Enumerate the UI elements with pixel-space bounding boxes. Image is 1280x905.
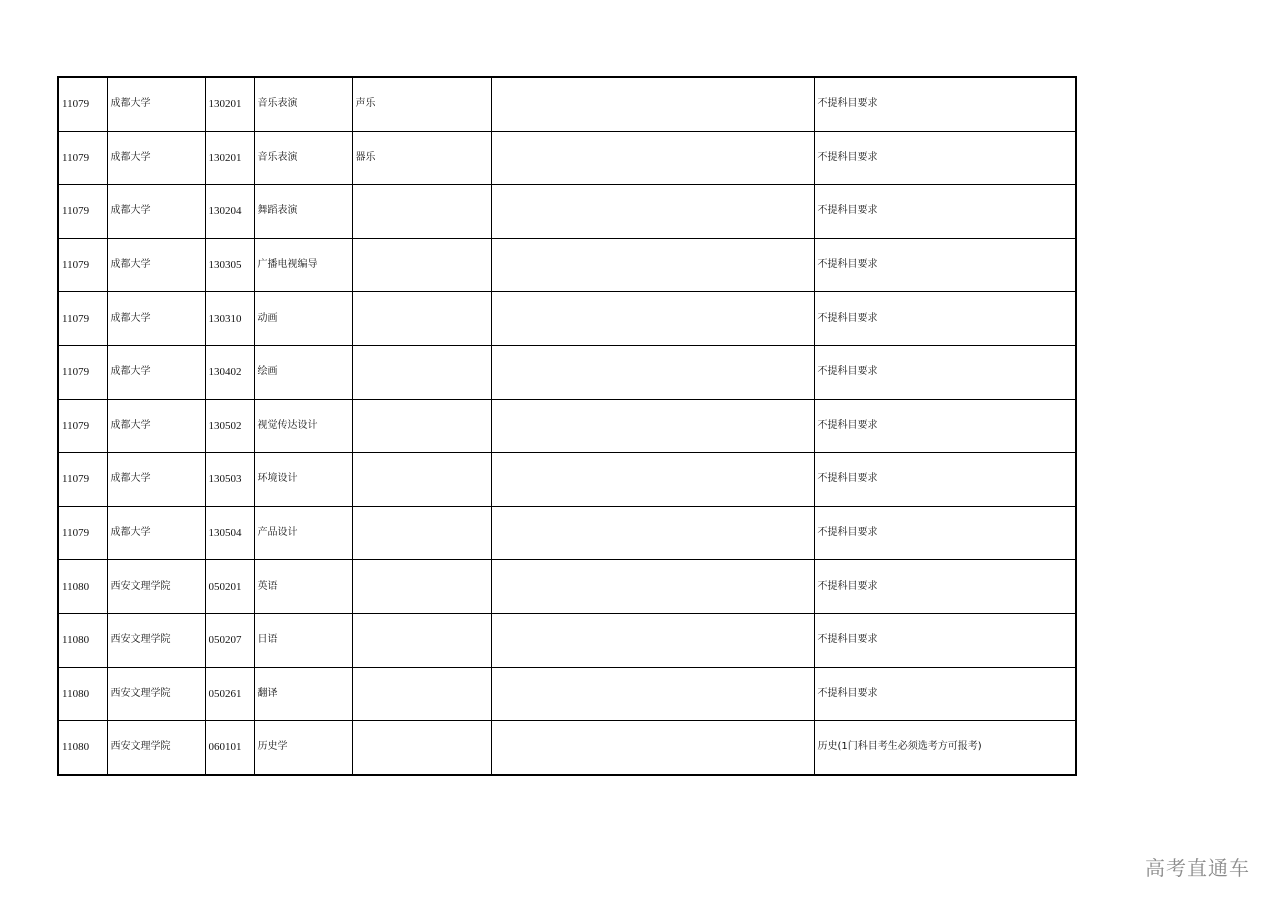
institution-code-cell: 11079	[58, 131, 107, 185]
subject-requirement-cell: 不提科目要求	[814, 560, 1076, 614]
institution-name-cell: 西安文理学院	[107, 560, 205, 614]
institution-name-cell: 成都大学	[107, 399, 205, 453]
major-direction-cell	[352, 345, 491, 399]
major-name-cell: 音乐表演	[254, 77, 352, 131]
major-code-cell: 050261	[205, 667, 254, 721]
major-name-cell: 音乐表演	[254, 131, 352, 185]
major-name-cell: 历史学	[254, 721, 352, 775]
subject-requirement-cell: 不提科目要求	[814, 506, 1076, 560]
major-name-cell: 翻译	[254, 667, 352, 721]
table-row	[58, 292, 1076, 346]
institution-code-cell: 11079	[58, 292, 107, 346]
major-code-cell: 130502	[205, 399, 254, 453]
table-body	[58, 77, 1076, 775]
major-name-cell: 日语	[254, 613, 352, 667]
major-code-cell: 130204	[205, 185, 254, 239]
major-name-cell: 舞蹈表演	[254, 185, 352, 239]
major-name-cell: 环境设计	[254, 453, 352, 507]
table-row	[58, 506, 1076, 560]
institution-code-cell: 11079	[58, 345, 107, 399]
institution-code-cell: 11080	[58, 613, 107, 667]
watermark-text: 高考直通车	[1145, 856, 1250, 880]
major-direction-cell	[352, 399, 491, 453]
institution-name-cell: 成都大学	[107, 345, 205, 399]
subject-requirement-cell: 不提科目要求	[814, 399, 1076, 453]
institution-name-cell: 西安文理学院	[107, 721, 205, 775]
note-cell	[491, 131, 814, 185]
major-code-cell: 060101	[205, 721, 254, 775]
table-row	[58, 185, 1076, 239]
institution-code-cell: 11080	[58, 560, 107, 614]
institution-name-cell: 成都大学	[107, 453, 205, 507]
major-code-cell: 130503	[205, 453, 254, 507]
note-cell	[491, 506, 814, 560]
institution-code-cell: 11079	[58, 185, 107, 239]
major-code-cell: 130201	[205, 131, 254, 185]
note-cell	[491, 560, 814, 614]
major-code-cell: 130310	[205, 292, 254, 346]
institution-name-cell: 西安文理学院	[107, 613, 205, 667]
institution-name-cell: 成都大学	[107, 77, 205, 131]
institution-name-cell: 成都大学	[107, 292, 205, 346]
major-direction-cell	[352, 721, 491, 775]
major-name-cell: 绘画	[254, 345, 352, 399]
major-code-cell: 130504	[205, 506, 254, 560]
institution-code-cell: 11080	[58, 721, 107, 775]
subject-requirement-cell: 不提科目要求	[814, 185, 1076, 239]
table-row	[58, 238, 1076, 292]
note-cell	[491, 345, 814, 399]
institution-name-cell: 西安文理学院	[107, 667, 205, 721]
subject-requirement-cell: 不提科目要求	[814, 667, 1076, 721]
subject-requirement-cell: 不提科目要求	[814, 613, 1076, 667]
major-name-cell: 广播电视编导	[254, 238, 352, 292]
note-cell	[491, 185, 814, 239]
table-row	[58, 131, 1076, 185]
institution-code-cell: 11079	[58, 399, 107, 453]
major-direction-cell: 器乐	[352, 131, 491, 185]
institution-name-cell: 成都大学	[107, 185, 205, 239]
institution-name-cell: 成都大学	[107, 131, 205, 185]
subject-requirement-cell: 不提科目要求	[814, 292, 1076, 346]
major-direction-cell	[352, 667, 491, 721]
major-direction-cell	[352, 613, 491, 667]
major-direction-cell: 声乐	[352, 77, 491, 131]
table-row	[58, 77, 1076, 131]
institution-code-cell: 11079	[58, 453, 107, 507]
institution-code-cell: 11079	[58, 77, 107, 131]
major-direction-cell	[352, 506, 491, 560]
major-name-cell: 视觉传达设计	[254, 399, 352, 453]
major-code-cell: 130402	[205, 345, 254, 399]
major-code-cell: 050207	[205, 613, 254, 667]
subject-requirements-table	[57, 76, 1077, 776]
note-cell	[491, 77, 814, 131]
table-row	[58, 560, 1076, 614]
major-direction-cell	[352, 560, 491, 614]
major-name-cell: 动画	[254, 292, 352, 346]
note-cell	[491, 721, 814, 775]
institution-code-cell: 11080	[58, 667, 107, 721]
institution-code-cell: 11079	[58, 506, 107, 560]
major-direction-cell	[352, 185, 491, 239]
note-cell	[491, 399, 814, 453]
note-cell	[491, 667, 814, 721]
note-cell	[491, 292, 814, 346]
note-cell	[491, 613, 814, 667]
table-row	[58, 613, 1076, 667]
institution-code-cell: 11079	[58, 238, 107, 292]
major-name-cell: 英语	[254, 560, 352, 614]
major-direction-cell	[352, 453, 491, 507]
institution-name-cell: 成都大学	[107, 238, 205, 292]
table-row	[58, 399, 1076, 453]
institution-name-cell: 成都大学	[107, 506, 205, 560]
major-code-cell: 130305	[205, 238, 254, 292]
note-cell	[491, 453, 814, 507]
note-cell	[491, 238, 814, 292]
table-row	[58, 667, 1076, 721]
subject-requirement-cell: 不提科目要求	[814, 345, 1076, 399]
major-direction-cell	[352, 238, 491, 292]
subject-requirement-cell: 不提科目要求	[814, 238, 1076, 292]
major-name-cell: 产品设计	[254, 506, 352, 560]
table-row	[58, 453, 1076, 507]
subject-requirement-cell: 不提科目要求	[814, 453, 1076, 507]
table-row	[58, 345, 1076, 399]
major-code-cell: 130201	[205, 77, 254, 131]
subject-requirement-cell: 不提科目要求	[814, 77, 1076, 131]
table-row	[58, 721, 1076, 775]
major-direction-cell	[352, 292, 491, 346]
major-code-cell: 050201	[205, 560, 254, 614]
subject-requirement-cell: 不提科目要求	[814, 131, 1076, 185]
subject-requirement-cell: 历史(1门科目考生必须选考方可报考)	[814, 721, 1076, 775]
